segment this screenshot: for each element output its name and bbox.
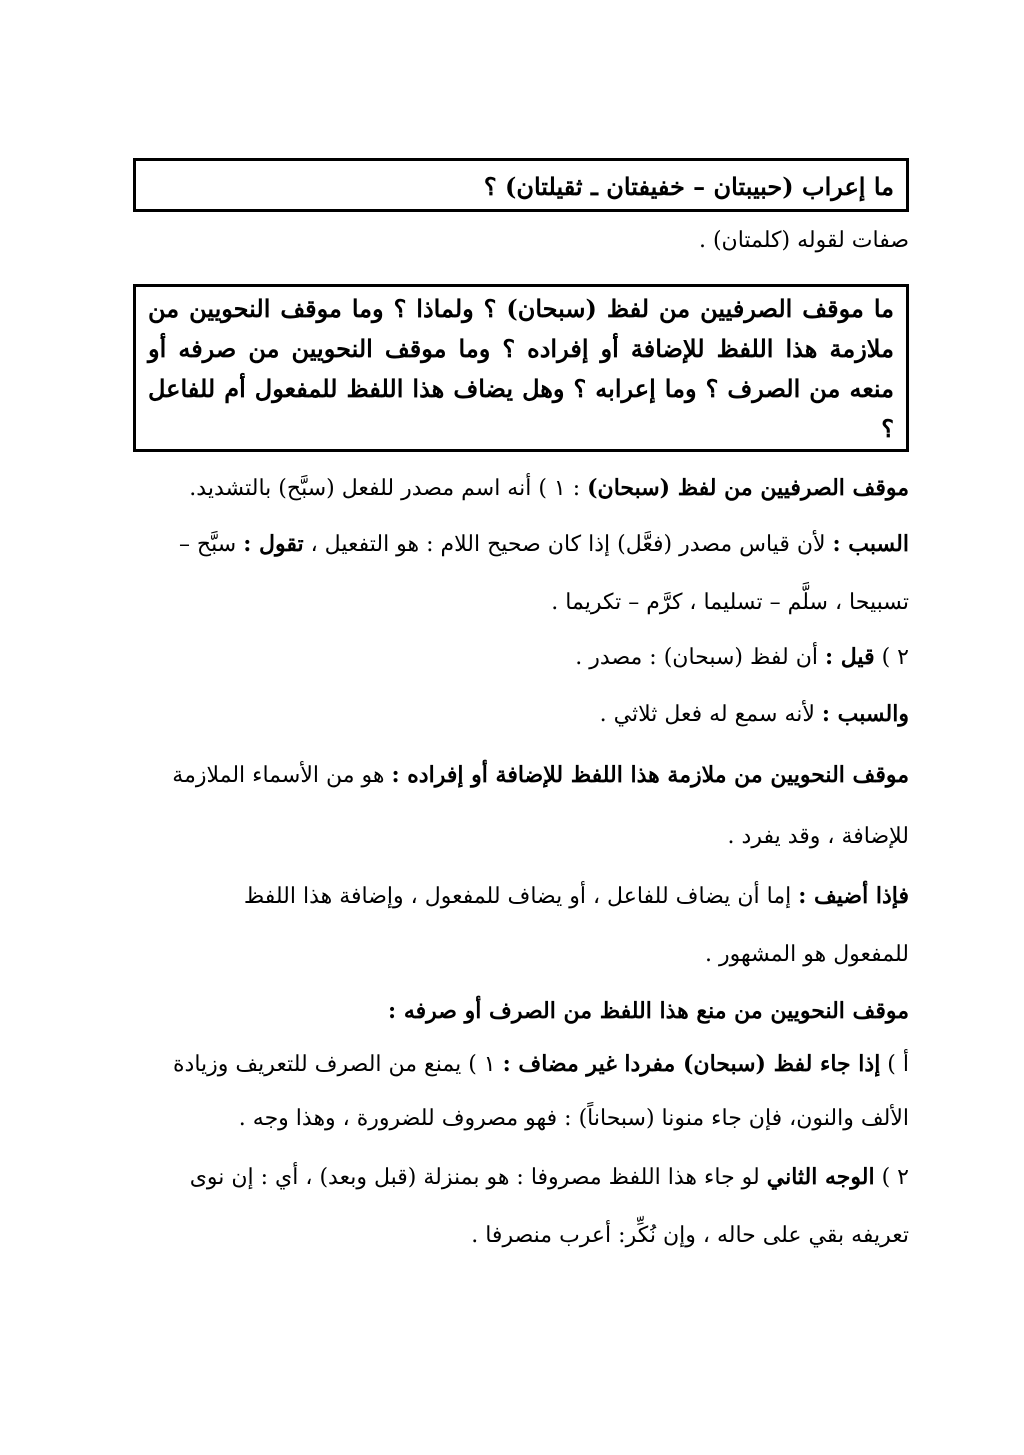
question-1-text: ما إعراب (حبيبتان – خفيفتان ـ ثقيلتان) ؟ xyxy=(483,172,894,201)
paragraph-line-1 xyxy=(133,464,909,513)
paragraph-line-9 xyxy=(133,926,909,984)
answer-1-text: صفات لقوله (كلمتان) . xyxy=(698,228,909,253)
line-4-number: ٢ ) xyxy=(874,645,909,670)
line-9-text: للمفعول هو المشهور . xyxy=(704,942,909,967)
line-3-text: تسبيحا ، سلَّم – تسليما ، كرَّم – تكريما . xyxy=(551,590,909,615)
label-fa-idha-udifa: فإذا أضيف : xyxy=(798,883,909,909)
line-8-text: إما أن يضاف للفاعل ، أو يضاف للمفعول ، وإضافة هذا اللفظ xyxy=(243,884,799,909)
paragraph-line-3 xyxy=(133,576,909,630)
label-taqul: تقول : xyxy=(243,531,304,557)
line-1-text: : ١ ) أنه اسم مصدر للفعل (سبَّح) بالتشديد. xyxy=(189,476,588,501)
line-11-text: ١ ) يمنع من الصرف للتعريف وزيادة xyxy=(173,1052,503,1077)
question-box-2 xyxy=(133,284,909,452)
paragraph-line-4 xyxy=(133,630,909,685)
paragraph-line-8 xyxy=(133,867,909,926)
heading-sarf: موقف النحويين من منع هذا اللفظ من الصرف أو صرفه : xyxy=(388,998,909,1024)
line-6-text: هو من الأسماء الملازمة xyxy=(172,763,392,788)
line-11-prefix: أ ) xyxy=(880,1052,909,1077)
heading-sarfiyyin: موقف الصرفيين من لفظ (سبحان) xyxy=(587,475,909,501)
paragraph-line-5 xyxy=(133,685,909,744)
line-7-text: للإضافة ، وقد يفرد . xyxy=(727,824,909,849)
paragraph-line-7 xyxy=(133,807,909,867)
answer-1-line xyxy=(133,212,909,270)
paragraph-line-10 xyxy=(133,984,909,1039)
label-second-aspect: الوجه الثاني xyxy=(766,1164,875,1190)
heading-idafa: موقف النحويين من ملازمة هذا اللفظ للإضافة أو إفراده : xyxy=(391,762,909,788)
line-4-text: أن لفظ (سبحان) : مصدر . xyxy=(575,645,825,670)
line-13-number: ٢ ) xyxy=(874,1165,909,1190)
line-2-end: سبَّح – xyxy=(178,532,244,557)
document-page xyxy=(133,158,909,1265)
line-13-text: لو جاء هذا اللفظ مصروفا : هو بمنزلة (قبل وبعد) ، أي : إن نوى xyxy=(189,1165,767,1190)
label-qila: قيل : xyxy=(824,644,875,670)
paragraph-line-14 xyxy=(133,1207,909,1265)
label-reason-2: والسبب : xyxy=(821,701,909,727)
paragraph-line-2 xyxy=(133,513,909,576)
label-reason-1: السبب : xyxy=(832,531,909,557)
question-box-1 xyxy=(133,158,909,212)
line-2-text: لأن قياس مصدر (فعَّل) إذا كان صحيح اللام : هو التفعيل ، xyxy=(303,532,833,557)
question-2-text: ما موقف الصرفيين من لفظ (سبحان) ؟ ولماذا ؟ وما موقف النحويين من ملازمة هذا اللفظ للإضافة أو إفراده ؟ وما موقف النحويين من صرفه أو منعه من الصرف ؟ وما إعرابه ؟ وهل يضاف هذا اللفظ للمفعول أم للفاعل ؟ xyxy=(148,294,894,443)
line-5-text: لأنه سمع له فعل ثلاثي . xyxy=(599,702,822,727)
line-14-text: تعريفه بقي على حاله ، وإن نُكِّر: أعرب منصرفا . xyxy=(471,1223,909,1248)
paragraph-line-6 xyxy=(133,744,909,807)
label-mufrad: إذا جاء لفظ (سبحان) مفردا غير مضاف : xyxy=(502,1051,881,1077)
paragraph-line-12 xyxy=(133,1090,909,1148)
line-12-text: الألف والنون، فإن جاء منونا (سبحاناً) : فهو مصروف للضرورة ، وهذا وجه . xyxy=(238,1106,909,1131)
paragraph-line-13 xyxy=(133,1148,909,1207)
paragraph-line-11 xyxy=(133,1039,909,1090)
